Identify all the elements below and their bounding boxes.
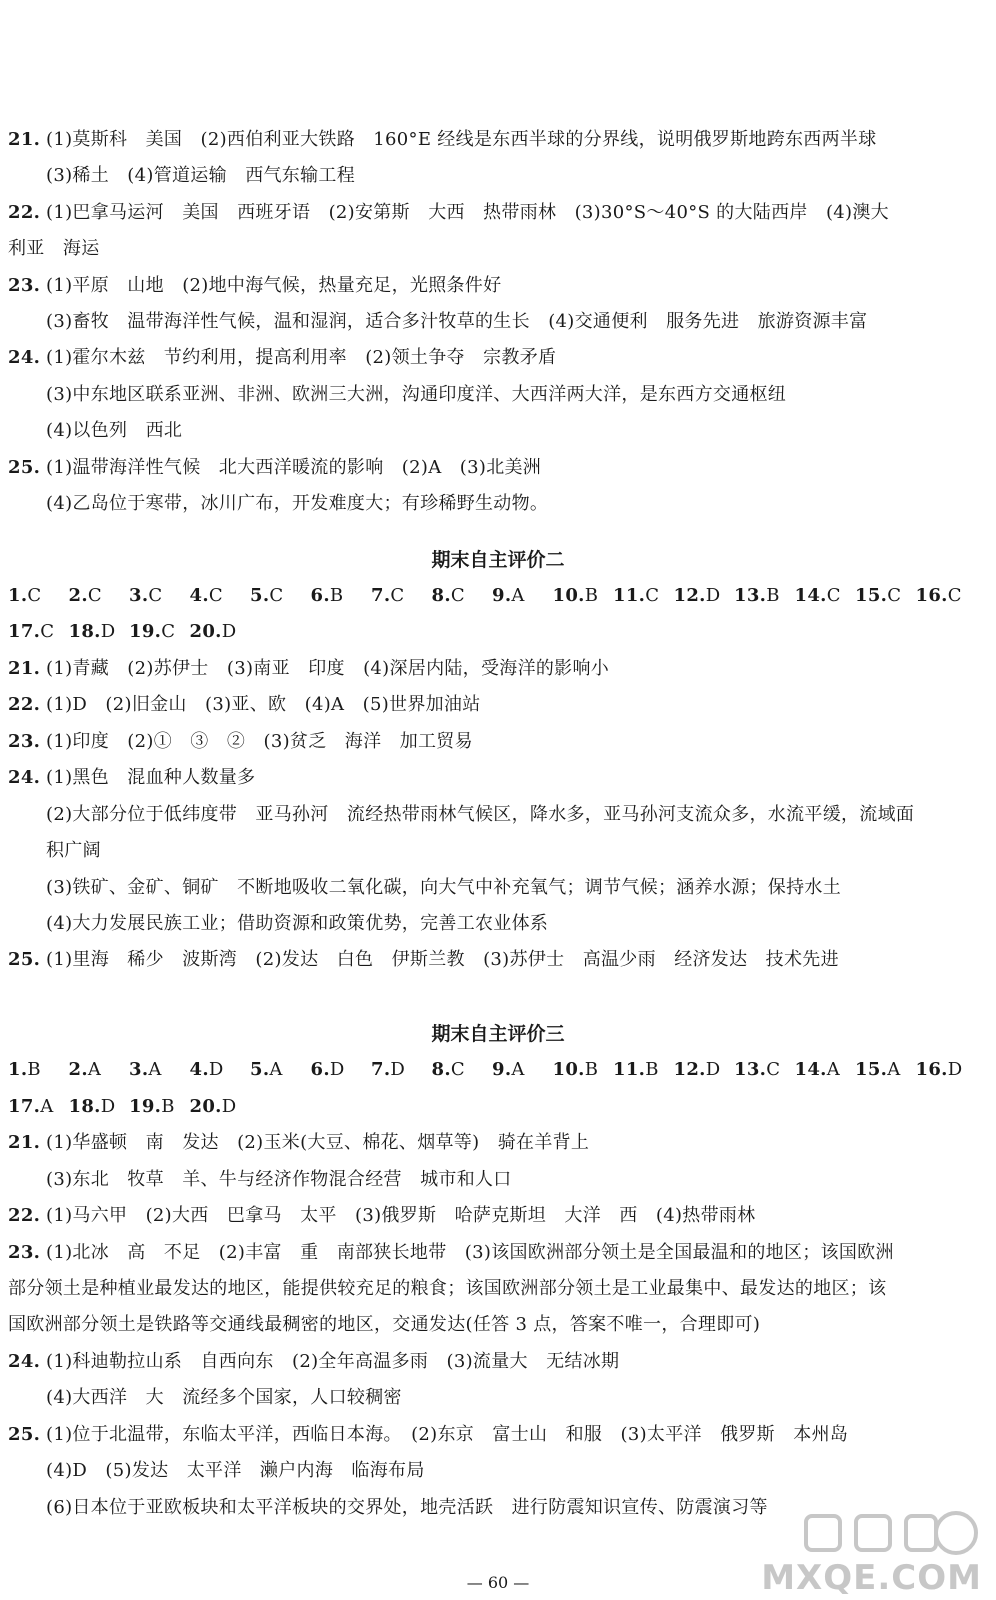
s3-mc-answer: B — [161, 1096, 175, 1117]
s2-mc-item — [492, 578, 525, 614]
s3-mc-answer: C — [766, 1059, 781, 1080]
s2-mc-number: 8. — [431, 585, 451, 606]
s3-mc-item — [855, 1052, 901, 1088]
s2-mc-item — [553, 578, 599, 614]
s2-q24-line1: 24. (1)黑色 混血种人数量多 — [8, 767, 256, 788]
s3-mc-number: 4. — [189, 1059, 209, 1080]
s2-mc-number: 19. — [129, 621, 162, 642]
s3-mc-answer: D — [390, 1059, 406, 1080]
s2-mc-row2 — [0, 614, 996, 650]
s3-mc-item — [311, 1052, 345, 1088]
s2-q21-line1: 21. (1)青藏 (2)苏伊士 (3)南亚 印度 (4)深居内陆，受海洋的影响小 — [8, 658, 610, 679]
s1-q24-line3: (4)以色列 西北 — [46, 420, 183, 441]
s2-mc-item — [8, 578, 41, 614]
s2-mc-item — [250, 578, 283, 614]
s2-mc-row1 — [0, 578, 996, 614]
s3-mc-answer: D — [100, 1096, 116, 1117]
s1-q24-line2: (3)中东地区联系亚洲、非洲、欧洲三大洲，沟通印度洋、大西洋两大洋，是东西方交通枢纽 — [46, 384, 787, 405]
s2-mc-answer: C — [947, 585, 962, 606]
page-number: — 60 — — [466, 1573, 530, 1592]
s2-mc-number: 10. — [552, 585, 585, 606]
s2-mc-answer: C — [645, 585, 660, 606]
s3-mc-item — [553, 1052, 599, 1088]
s2-mc-answer: C — [161, 621, 176, 642]
s2-mc-item — [8, 614, 54, 650]
s2-mc-item — [311, 578, 344, 614]
s3-mc-item — [129, 1089, 175, 1125]
s3-mc-item — [492, 1052, 525, 1088]
s3-mc-number: 14. — [794, 1059, 827, 1080]
s3-mc-item — [69, 1089, 116, 1125]
s3-mc-number: 13. — [734, 1059, 767, 1080]
s2-mc-number: 15. — [855, 585, 888, 606]
s1-q25-line2: (4)乙岛位于寒带，冰川广布，开发难度大；有珍稀野生动物。 — [46, 493, 549, 514]
s2-mc-item — [855, 578, 901, 614]
watermark — [761, 1508, 986, 1598]
s3-q24-line2: (4)大西洋 大 流经多个国家，人口较稠密 — [46, 1387, 402, 1408]
s2-mc-number: 12. — [673, 585, 706, 606]
s3-q23-line2: 部分领土是种植业最发达的地区，能提供较充足的粮食；该国欧洲部分领土是工业最集中、最发达的地区；该 — [8, 1278, 887, 1299]
s3-mc-number: 6. — [310, 1059, 330, 1080]
s2-mc-number: 6. — [310, 585, 330, 606]
s2-mc-number: 2. — [68, 585, 88, 606]
s2-mc-number: 5. — [250, 585, 270, 606]
s3-mc-answer: D — [208, 1059, 224, 1080]
s2-mc-answer: D — [221, 621, 237, 642]
s2-mc-item — [129, 578, 162, 614]
s3-q24-line1: 24. (1)科迪勒拉山系 自西向东 (2)全年高温多雨 (3)流量大 无结冰期 — [8, 1351, 620, 1372]
s3-mc-item — [674, 1052, 721, 1088]
s3-mc-number: 15. — [855, 1059, 888, 1080]
s2-mc-answer: D — [705, 585, 721, 606]
s2-mc-number: 3. — [129, 585, 149, 606]
s3-mc-answer: D — [329, 1059, 345, 1080]
s3-mc-answer: A — [87, 1059, 102, 1080]
s3-mc-number: 20. — [189, 1096, 222, 1117]
s1-q23-line1: 23. (1)平原 山地 (2)地中海气候，热量充足，光照条件好 — [8, 275, 502, 296]
s2-mc-item — [190, 578, 223, 614]
s3-mc-number: 7. — [371, 1059, 391, 1080]
s3-mc-item — [734, 1052, 780, 1088]
s3-mc-item — [190, 1089, 237, 1125]
s3-q25-line2: (4)D (5)发达 太平洋 濑户内海 临海布局 — [46, 1460, 425, 1481]
s2-mc-answer: C — [208, 585, 223, 606]
s3-q22-line1: 22. (1)马六甲 (2)大西 巴拿马 太平 (3)俄罗斯 哈萨克斯坦 大洋 西 (4)热带雨林 — [8, 1205, 756, 1226]
s2-mc-item — [69, 578, 102, 614]
s2-mc-answer: B — [329, 585, 344, 606]
s1-q23-line2: (3)畜牧 温带海洋性气候，温和湿润，适合多汁牧草的生长 (4)交通便利 服务先进 旅游资源丰富 — [46, 311, 868, 332]
s3-mc-number: 3. — [129, 1059, 149, 1080]
s2-mc-number: 16. — [915, 585, 948, 606]
s2-mc-answer: C — [148, 585, 163, 606]
s1-q24-line1: 24. (1)霍尔木兹 节约利用，提高利用率 (2)领土争夺 宗教矛盾 — [8, 347, 557, 368]
s2-mc-number: 11. — [613, 585, 646, 606]
s3-mc-row1 — [0, 1052, 996, 1088]
s2-mc-item — [432, 578, 465, 614]
s2-q24-line3: 积广阔 — [46, 840, 101, 861]
s3-mc-answer: D — [705, 1059, 721, 1080]
s3-mc-item — [613, 1052, 659, 1088]
s3-mc-number: 2. — [68, 1059, 88, 1080]
s1-q21-line1: 21. (1)莫斯科 美国 (2)西伯利亚大铁路 160°E 经线是东西半球的分界线，说明俄罗斯地跨东西两半球 — [8, 129, 877, 150]
watermark-text: MXQE.COM — [761, 1558, 982, 1598]
s3-mc-number: 8. — [431, 1059, 451, 1080]
s3-mc-item — [250, 1052, 283, 1088]
s3-mc-number: 17. — [8, 1096, 41, 1117]
s3-mc-item — [129, 1052, 162, 1088]
s2-mc-answer: C — [390, 585, 405, 606]
s3-mc-answer: D — [947, 1059, 963, 1080]
s2-mc-item — [734, 578, 780, 614]
s2-mc-number: 1. — [8, 585, 28, 606]
s1-q22-line2: 利亚 海运 — [8, 238, 100, 259]
s3-mc-item — [8, 1089, 54, 1125]
s2-q24-line5: (4)大力发展民族工业；借助资源和政策优势，完善工农业体系 — [46, 913, 549, 934]
s3-mc-answer: B — [27, 1059, 41, 1080]
s2-mc-item — [674, 578, 721, 614]
s2-mc-item — [613, 578, 659, 614]
s3-mc-answer: A — [269, 1059, 283, 1080]
s2-mc-item — [129, 614, 175, 650]
s3-mc-number: 16. — [915, 1059, 948, 1080]
s3-mc-item — [190, 1052, 224, 1088]
s2-mc-answer: C — [87, 585, 102, 606]
s2-q23-line1: 23. (1)印度 (2)① ③ ② (3)贫乏 海洋 加工贸易 — [8, 731, 473, 752]
s3-q21-line1: 21. (1)华盛顿 南 发达 (2)玉米(大豆、棉花、烟草等) 骑在羊背上 — [8, 1132, 590, 1153]
s3-mc-item — [8, 1052, 41, 1088]
s3-q25-line1: 25. (1)位于北温带，东临太平洋，西临日本海。 (2)东京 富士山 和服 (3)太平洋 俄罗斯 本州岛 — [8, 1424, 849, 1445]
section3-title: 期末自主评价三 — [431, 1023, 565, 1045]
s2-mc-item — [190, 614, 237, 650]
s3-mc-item — [371, 1052, 405, 1088]
s2-mc-answer: A — [511, 585, 525, 606]
s2-mc-answer: D — [100, 621, 116, 642]
s3-mc-number: 12. — [673, 1059, 706, 1080]
s3-q23-line3: 国欧洲部分领土是铁路等交通线最稠密的地区，交通发达(任答 3 点，答案不唯一，合理即可) — [8, 1314, 761, 1335]
s1-q21-line2: (3)稀土 (4)管道运输 西气东输工程 — [46, 165, 355, 186]
s2-mc-answer: C — [826, 585, 841, 606]
s3-mc-number: 9. — [492, 1059, 512, 1080]
s2-mc-item — [916, 578, 962, 614]
s2-mc-number: 9. — [492, 585, 512, 606]
s2-mc-number: 4. — [189, 585, 209, 606]
s3-mc-answer: C — [450, 1059, 465, 1080]
s3-mc-row2 — [0, 1089, 996, 1125]
s2-mc-number: 20. — [189, 621, 222, 642]
s3-mc-answer: A — [887, 1059, 901, 1080]
s2-q22-line1: 22. (1)D (2)旧金山 (3)亚、欧 (4)A (5)世界加油站 — [8, 694, 481, 715]
s3-mc-number: 10. — [552, 1059, 585, 1080]
s3-mc-answer: B — [584, 1059, 599, 1080]
s2-mc-answer: C — [450, 585, 465, 606]
s2-mc-answer: C — [269, 585, 284, 606]
s3-mc-answer: A — [148, 1059, 162, 1080]
s2-mc-answer: C — [27, 585, 42, 606]
s2-mc-answer: B — [584, 585, 599, 606]
s3-mc-answer: A — [511, 1059, 525, 1080]
s2-mc-answer: C — [887, 585, 902, 606]
s2-mc-number: 17. — [8, 621, 41, 642]
s3-mc-answer: A — [40, 1096, 54, 1117]
s3-q25-line3: (6)日本位于亚欧板块和太平洋板块的交界处，地壳活跃 进行防震知识宣传、防震演习等 — [46, 1497, 768, 1518]
s3-mc-item — [795, 1052, 841, 1088]
s1-q25-line1: 25. (1)温带海洋性气候 北大西洋暖流的影响 (2)A (3)北美洲 — [8, 457, 542, 478]
s2-q25-line1: 25. (1)里海 稀少 波斯湾 (2)发达 白色 伊斯兰教 (3)苏伊士 高温少雨 经济发达 技术先进 — [8, 949, 839, 970]
s2-q24-line4: (3)铁矿、金矿、铜矿 不断地吸收二氧化碳，向大气中补充氧气；调节气候；涵养水源；保持水土 — [46, 877, 841, 898]
s3-mc-number: 19. — [129, 1096, 162, 1117]
s3-mc-number: 1. — [8, 1059, 28, 1080]
s2-mc-number: 18. — [68, 621, 101, 642]
s2-q24-line2: (2)大部分位于低纬度带 亚马孙河 流经热带雨林气候区，降水多，亚马孙河支流众多，水流平缓，流域面 — [46, 804, 915, 825]
s2-mc-number: 13. — [734, 585, 767, 606]
s2-mc-item — [795, 578, 841, 614]
s3-mc-answer: A — [826, 1059, 841, 1080]
s3-q21-line2: (3)东北 牧草 羊、牛与经济作物混合经营 城市和人口 — [46, 1169, 512, 1190]
s2-mc-number: 14. — [794, 585, 827, 606]
s3-q23-line1: 23. (1)北冰 高 不足 (2)丰富 重 南部狭长地带 (3)该国欧洲部分领土是全国最温和的地区；该国欧洲 — [8, 1242, 894, 1263]
s2-mc-item — [371, 578, 404, 614]
watermark-logo-icon — [786, 1508, 986, 1558]
s3-mc-number: 11. — [613, 1059, 646, 1080]
s1-q22-line1: 22. (1)巴拿马运河 美国 西班牙语 (2)安第斯 大西 热带雨林 (3)30°S～40°S 的大陆西岸 (4)澳大 — [8, 202, 889, 223]
s3-mc-answer: D — [221, 1096, 237, 1117]
section2-title: 期末自主评价二 — [431, 549, 565, 571]
s3-mc-item — [432, 1052, 465, 1088]
s2-mc-answer: C — [40, 621, 55, 642]
s3-mc-answer: B — [645, 1059, 659, 1080]
s2-mc-answer: B — [766, 585, 780, 606]
s3-mc-item — [69, 1052, 102, 1088]
s3-mc-number: 5. — [250, 1059, 270, 1080]
s3-mc-number: 18. — [68, 1096, 101, 1117]
s2-mc-number: 7. — [371, 585, 391, 606]
s3-mc-item — [916, 1052, 963, 1088]
s2-mc-item — [69, 614, 116, 650]
